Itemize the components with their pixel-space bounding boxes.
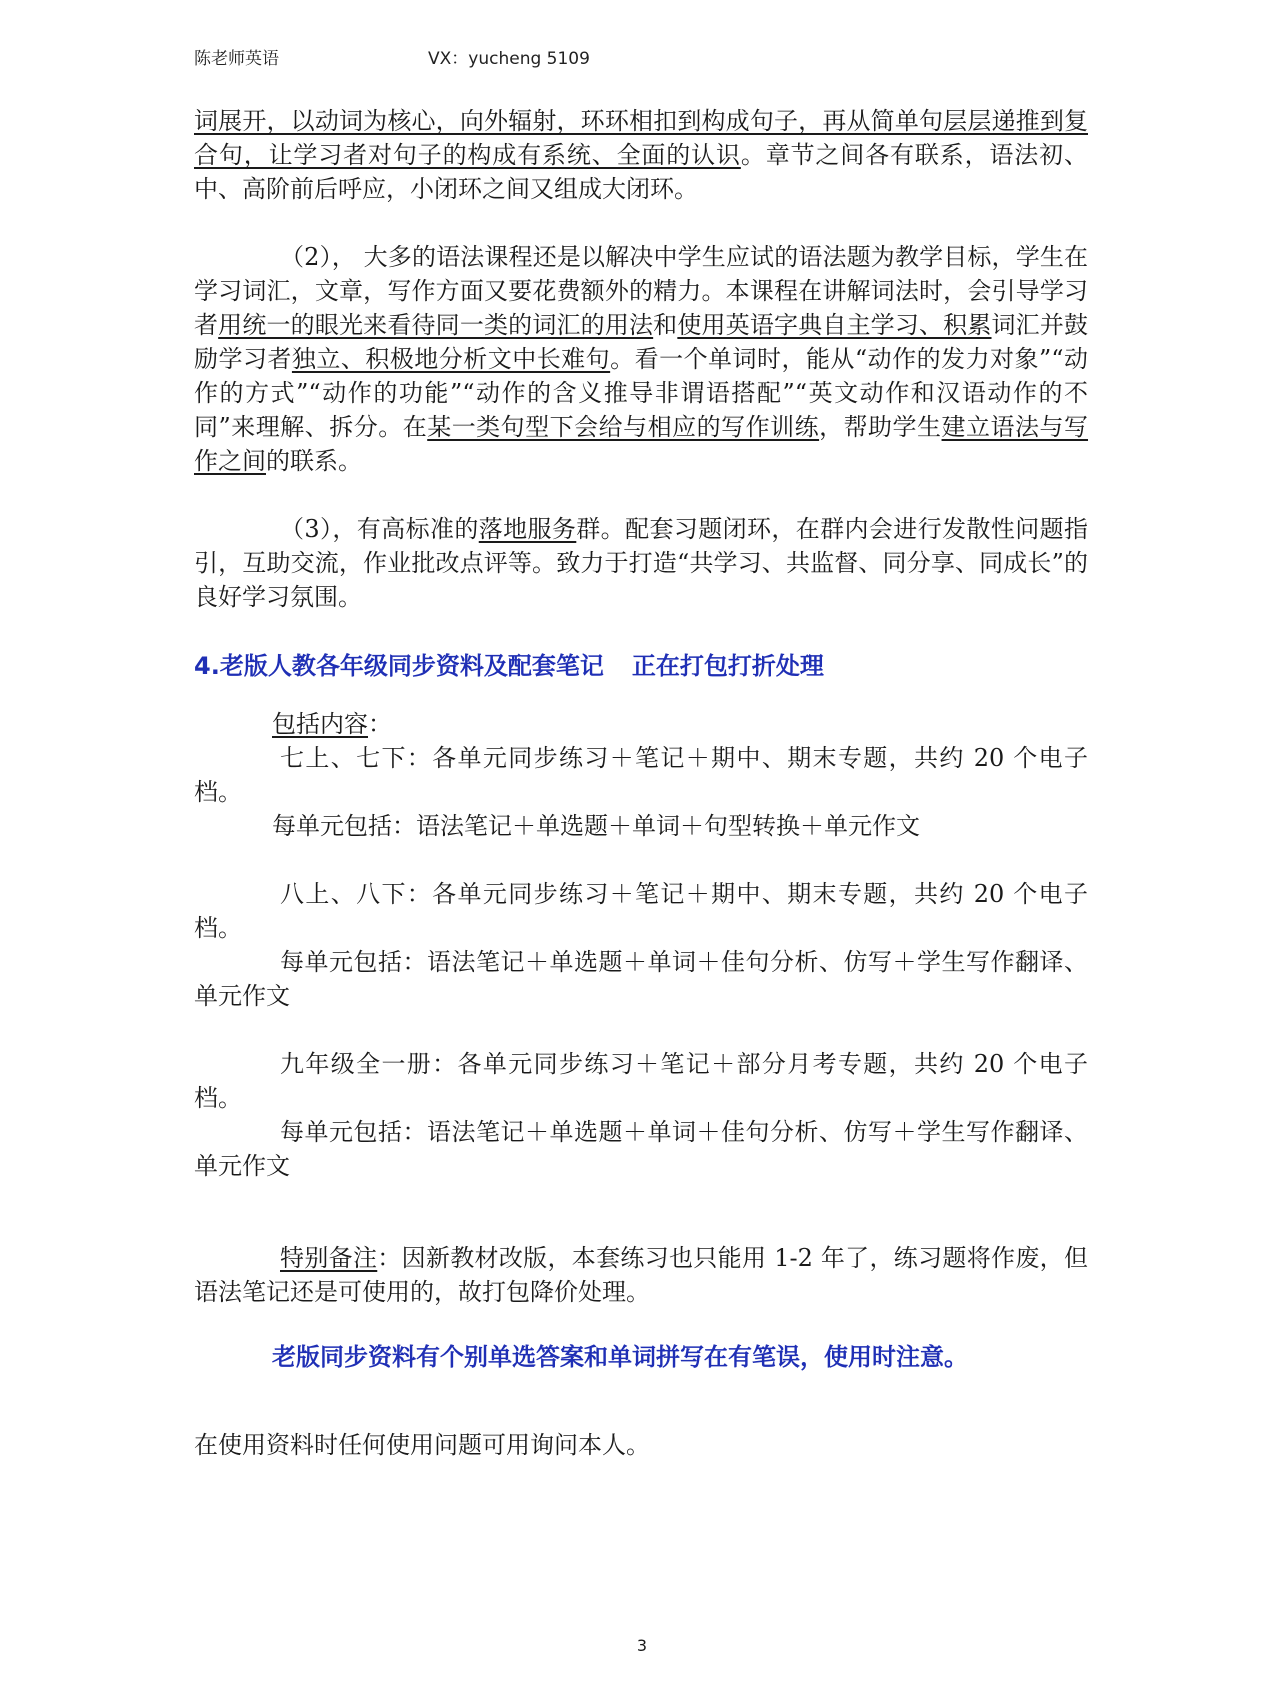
intro-rest: 。章节之间各有联系，语法初、中、高阶前后呼应，小闭环之间又组成大闭环。: [194, 141, 1089, 203]
special-note-label: 特别备注: [280, 1244, 378, 1272]
item2-text-1: （2）， 大多的语法课程还是以解决中学生应试的语法题为教学目标，学生在学习词汇，文章，写作方面又要花费额外的精力。本课程在讲解词法时，会引导学习者: [194, 243, 1088, 339]
intro-underlined: 词展开，以动词为核心，向外辐射，环环相扣到构成句子，再从简单句层层递推到复合句，让学习者对句子的构成有系统、全面的认识: [194, 107, 1088, 169]
document-body: [194, 104, 1088, 1462]
item2-underline-2: 使用英语字典自主学习、积累: [677, 311, 992, 339]
intro-paragraph: [194, 104, 1088, 206]
warning-note: 老版同步资料有个别单选答案和单词拼写在有笔误，使用时注意。: [272, 1343, 968, 1371]
page-header: [194, 44, 590, 69]
item2-underline-3: 独立、积极地分析文中长难句: [291, 345, 611, 373]
grade8-line: 八上、八下：各单元同步练习＋笔记＋期中、期末专题，共约 20 个电子档。: [194, 880, 1088, 942]
item2-text-6: 的联系。: [266, 447, 362, 475]
item2-text-2: 和: [653, 311, 678, 339]
includes-label: 包括内容: [272, 710, 368, 738]
special-note-text: ：因新教材改版，本套练习也只能用 1-2 年了，练习题将作废，但语法笔记还是可使用的，故打包降价处理。: [194, 1244, 1089, 1306]
section4-title: 4.老版人教各年级同步资料及配套笔记: [194, 652, 604, 680]
item2-text-4: 。看一个单词时，能从“动作的发力对象”“动作的方式”“动作的功能”“动作的含义推导非谓语搭配”“英文动作和汉语动作的不同”来理解、拆分。在: [194, 345, 1089, 441]
item3-text-1: （3），有高标准的: [280, 515, 479, 543]
header-wechat: VX：yucheng 5109: [428, 49, 590, 69]
grade9-unit-line: 每单元包括：语法笔记＋单选题＋单词＋佳句分析、仿写＋学生写作翻译、单元作文: [194, 1118, 1088, 1180]
item2-underline-5: 建立语法与写作之间: [194, 413, 1089, 475]
item3-underline-1: 落地服务: [478, 515, 577, 543]
item2-underline-1: 用统一的眼光来看待同一类的词汇的用法: [218, 311, 654, 339]
item2-paragraph: [194, 240, 1088, 478]
item3-text-2: 群。配套习题闭环，在群内会进行发散性问题指引，互助交流，作业批改点评等。致力于打造“共学习、共监督、同分享、同成长”的良好学习氛围。: [194, 515, 1089, 611]
grade8-unit-line: 每单元包括：语法笔记＋单选题＋单词＋佳句分析、仿写＋学生写作翻译、单元作文: [194, 948, 1088, 1010]
grade7-line: 七上、七下：各单元同步练习＋笔记＋期中、期末专题，共约 20 个电子档。: [194, 744, 1088, 806]
page-number: 3: [636, 1636, 648, 1655]
section4-heading: [194, 646, 1088, 681]
special-note-paragraph: [194, 1241, 1088, 1309]
item2-underline-4: 某一类句型下会给与相应的写作训练: [427, 413, 820, 441]
item2-text-5: ，帮助学生: [819, 413, 942, 441]
grade9-line: 九年级全一册：各单元同步练习＋笔记＋部分月考专题，共约 20 个电子档。: [194, 1050, 1088, 1112]
contact-line: 在使用资料时任何使用问题可用询问本人。: [194, 1431, 650, 1459]
grade7-unit-line: 每单元包括：语法笔记＋单选题＋单词＋句型转换＋单元作文: [272, 812, 920, 840]
includes-colon: ：: [368, 710, 392, 738]
item2-text-3: 词汇并鼓励学习者: [194, 311, 1089, 373]
includes-label-line: [194, 707, 1088, 741]
header-author: 陈老师英语: [194, 49, 279, 69]
section4-status: 正在打包打折处理: [631, 652, 824, 680]
item3-paragraph: [194, 512, 1088, 614]
